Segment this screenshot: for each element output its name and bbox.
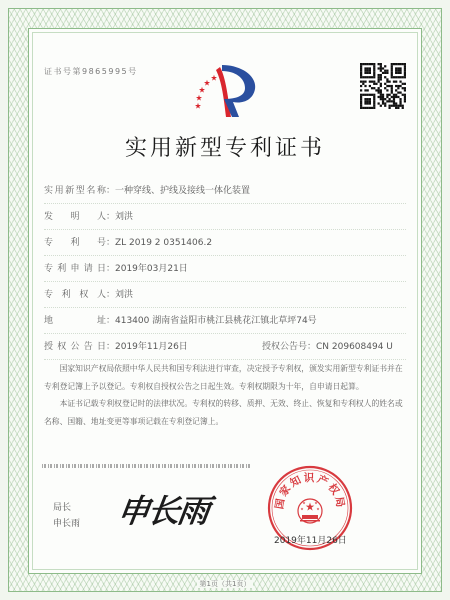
announcement-number-pair: [262, 334, 393, 360]
qr-module: [384, 98, 386, 100]
certificate-fields: [44, 178, 406, 360]
qr-module: [378, 96, 380, 98]
qr-module: [397, 85, 399, 87]
qr-module: [364, 107, 366, 109]
qr-module: [360, 63, 362, 65]
qr-module: [391, 85, 393, 87]
qr-module: [388, 100, 390, 102]
qr-module: [373, 87, 375, 89]
qr-module: [369, 100, 371, 102]
field-row-inventor: [44, 204, 406, 230]
qr-module: [393, 100, 395, 102]
qr-module: [395, 72, 397, 74]
qr-module: [367, 70, 369, 72]
qr-module: [393, 63, 395, 65]
field-separator: ：: [106, 186, 116, 196]
qr-module: [404, 65, 406, 67]
logo-star: [204, 80, 210, 86]
qr-module: [378, 87, 380, 89]
qr-module: [404, 63, 406, 65]
qr-module: [362, 63, 364, 65]
qr-module: [391, 100, 393, 102]
qr-module: [378, 89, 380, 91]
seal-date: 2019年11月26日: [274, 536, 347, 546]
qr-module: [386, 70, 388, 72]
field-label: 发明人: [44, 212, 106, 222]
qr-module: [367, 98, 369, 100]
qr-module: [364, 63, 366, 65]
qr-module: [382, 94, 384, 96]
qr-module: [388, 105, 390, 107]
qr-module: [373, 81, 375, 83]
field-row-application-date: [44, 256, 406, 282]
qr-module: [369, 72, 371, 74]
qr-module: [360, 107, 362, 109]
qr-module: [380, 85, 382, 87]
qr-module: [369, 63, 371, 65]
qr-module: [399, 81, 401, 83]
qr-module: [404, 74, 406, 76]
signatory-title: 局长: [53, 503, 72, 513]
qr-module: [404, 98, 406, 100]
qr-module: [371, 63, 373, 65]
qr-module: [373, 83, 375, 85]
certificate-number: 证书号第9865995号: [44, 67, 138, 76]
field-value: 413400 湖南省益阳市桃江县桃花江镇北草坪74号: [115, 316, 317, 326]
qr-module: [402, 94, 404, 96]
qr-module: [371, 107, 373, 109]
qr-module: [380, 65, 382, 67]
qr-module: [384, 65, 386, 67]
qr-module: [397, 67, 399, 69]
qr-module: [399, 98, 401, 100]
seal-small-star: [301, 508, 304, 511]
qr-module: [395, 76, 397, 78]
qr-module: [378, 102, 380, 104]
qr-module: [399, 105, 401, 107]
qr-module: [399, 91, 401, 93]
qr-module: [399, 72, 401, 74]
qr-module: [375, 89, 377, 91]
qr-module: [371, 94, 373, 96]
field-row-address: [44, 308, 406, 334]
qr-module: [367, 107, 369, 109]
qr-module: [397, 76, 399, 78]
qr-module: [404, 67, 406, 69]
qr-module: [386, 100, 388, 102]
qr-module: [364, 81, 366, 83]
qr-module: [395, 85, 397, 87]
qr-module: [402, 107, 404, 109]
qr-module: [360, 89, 362, 91]
qr-module: [373, 102, 375, 104]
qr-module: [367, 89, 369, 91]
field-row-utility-model-name: [44, 178, 406, 204]
qr-module: [397, 105, 399, 107]
qr-module: [391, 74, 393, 76]
qr-module: [369, 85, 371, 87]
qr-module: [382, 102, 384, 104]
field-row-patent-number: [44, 230, 406, 256]
qr-module: [395, 96, 397, 98]
field-label: 授权公告日: [44, 342, 106, 352]
field-label: 专利申请日: [44, 264, 106, 274]
seal-emblem: [300, 502, 320, 522]
field-value: ZL 2019 2 0351406.2: [115, 238, 213, 248]
qr-module: [364, 100, 366, 102]
qr-module: [367, 94, 369, 96]
qr-module: [391, 105, 393, 107]
qr-module: [404, 83, 406, 85]
qr-module: [360, 76, 362, 78]
qr-module: [375, 83, 377, 85]
qr-module: [393, 81, 395, 83]
qr-module: [391, 63, 393, 65]
qr-module: [402, 105, 404, 107]
qr-module: [380, 67, 382, 69]
qr-module: [378, 74, 380, 76]
qr-module: [360, 98, 362, 100]
qr-module: [364, 98, 366, 100]
qr-module: [404, 70, 406, 72]
qr-module: [373, 98, 375, 100]
field-value: 2019年11月26日: [115, 342, 188, 352]
qr-module: [399, 102, 401, 104]
qr-module: [399, 76, 401, 78]
qr-module: [378, 81, 380, 83]
qr-module: [367, 102, 369, 104]
field-separator: ：: [106, 316, 116, 326]
qr-module: [367, 72, 369, 74]
qr-module: [369, 67, 371, 69]
qr-module: [384, 70, 386, 72]
qr-module: [364, 89, 366, 91]
qr-module: [395, 89, 397, 91]
qr-module: [391, 89, 393, 91]
qr-module: [382, 98, 384, 100]
qr-module: [395, 63, 397, 65]
qr-module: [402, 87, 404, 89]
qr-module: [391, 91, 393, 93]
qr-module: [373, 94, 375, 96]
qr-module: [386, 94, 388, 96]
qr-module: [397, 63, 399, 65]
qr-module: [380, 70, 382, 72]
qr-module: [362, 107, 364, 109]
qr-module: [364, 67, 366, 69]
qr-module: [386, 89, 388, 91]
qr-module: [397, 91, 399, 93]
qr-module: [382, 67, 384, 69]
qr-module: [373, 67, 375, 69]
seal-small-star: [317, 508, 320, 511]
qr-module: [395, 105, 397, 107]
qr-module: [386, 81, 388, 83]
qr-module: [388, 94, 390, 96]
qr-module: [360, 81, 362, 83]
field-separator: ：: [106, 212, 116, 222]
qr-module: [382, 72, 384, 74]
certificate-title: 实用新型专利证书: [124, 136, 325, 161]
qr-module: [380, 63, 382, 65]
field-separator: ：: [106, 342, 116, 352]
field-value: 一种穿线、护线及接线一体化装置: [115, 186, 251, 196]
qr-module: [373, 72, 375, 74]
qr-module: [402, 63, 404, 65]
field-separator: ：: [106, 264, 116, 274]
qr-module: [404, 94, 406, 96]
qr-module: [384, 76, 386, 78]
qr-module: [395, 107, 397, 109]
qr-module: [364, 72, 366, 74]
qr-module: [395, 67, 397, 69]
qr-module: [393, 98, 395, 100]
seal-organization-text: 国家知识产权局: [273, 472, 347, 511]
qr-module: [378, 67, 380, 69]
qr-module: [369, 102, 371, 104]
qr-module: [373, 70, 375, 72]
qr-module: [384, 102, 386, 104]
page-footer: [0, 579, 450, 589]
qr-module: [373, 63, 375, 65]
field-label: 地址: [44, 316, 106, 326]
qr-module: [373, 100, 375, 102]
qr-module: [399, 100, 401, 102]
qr-module: [397, 70, 399, 72]
qr-module: [395, 81, 397, 83]
qr-module: [373, 96, 375, 98]
qr-module: [388, 98, 390, 100]
certificate-statement: [44, 360, 406, 430]
qr-module: [369, 107, 371, 109]
qr-code-icon: [360, 63, 406, 109]
qr-module: [384, 72, 386, 74]
qr-module: [391, 70, 393, 72]
qr-module: [367, 63, 369, 65]
logo-star: [196, 95, 202, 101]
qr-module: [360, 85, 362, 87]
field-label: 专利号: [44, 238, 106, 248]
qr-module: [397, 87, 399, 89]
qr-module: [364, 102, 366, 104]
qr-module: [380, 98, 382, 100]
qr-module: [404, 100, 406, 102]
qr-module: [360, 72, 362, 74]
qr-module: [360, 100, 362, 102]
qr-module: [393, 94, 395, 96]
qr-module: [386, 96, 388, 98]
field-value: 刘洪: [115, 212, 134, 222]
qr-module: [373, 65, 375, 67]
qr-module: [380, 105, 382, 107]
qr-module: [397, 107, 399, 109]
qr-module: [380, 96, 382, 98]
seal-emblem-base: [300, 520, 320, 522]
qr-module: [399, 63, 401, 65]
qr-module: [369, 70, 371, 72]
qr-module: [380, 83, 382, 85]
cnipa-logo-icon: [186, 58, 266, 118]
qr-module: [388, 81, 390, 83]
qr-module: [371, 76, 373, 78]
field-value: 2019年03月21日: [115, 264, 188, 274]
qr-module: [364, 70, 366, 72]
handwritten-signature: 申长雨: [115, 492, 211, 530]
qr-module: [391, 76, 393, 78]
qr-module: [380, 76, 382, 78]
qr-module: [393, 102, 395, 104]
qr-module: [380, 94, 382, 96]
qr-module: [382, 100, 384, 102]
logo-star: [199, 87, 205, 93]
qr-module: [380, 89, 382, 91]
qr-module: [373, 76, 375, 78]
qr-module: [393, 76, 395, 78]
qr-module: [388, 85, 390, 87]
qr-module: [360, 105, 362, 107]
qr-module: [373, 107, 375, 109]
qr-module: [373, 74, 375, 76]
statement-paragraph: 本证书记载专利权登记时的法律状况。专利权的转移、质押、无效、终止、恢复和专利权人的姓名或名称、国籍、地址变更等事项记载在专利登记簿上。: [44, 399, 403, 426]
qr-module: [378, 63, 380, 65]
qr-module: [404, 72, 406, 74]
qr-module: [386, 85, 388, 87]
qr-module: [395, 102, 397, 104]
qr-module: [393, 96, 395, 98]
seal-big-star: [306, 503, 315, 511]
qr-module: [380, 91, 382, 93]
qr-module: [378, 78, 380, 80]
qr-module: [404, 89, 406, 91]
field-label: 专利权人: [44, 290, 106, 300]
qr-module: [393, 105, 395, 107]
field-separator: ：: [106, 290, 116, 300]
qr-module: [360, 102, 362, 104]
field-separator: ：: [307, 342, 317, 352]
logo-star: [195, 103, 201, 109]
qr-module: [391, 65, 393, 67]
qr-module: [402, 83, 404, 85]
qr-module: [399, 85, 401, 87]
signatory-name: 申长雨: [53, 519, 81, 529]
qr-module: [384, 105, 386, 107]
qr-module: [362, 76, 364, 78]
qr-module: [371, 87, 373, 89]
qr-module: [391, 96, 393, 98]
qr-module: [373, 105, 375, 107]
qr-module: [386, 78, 388, 80]
qr-module: [364, 85, 366, 87]
qr-module: [391, 72, 393, 74]
seal-emblem-gate: [302, 515, 318, 519]
field-value: CN 209608494 U: [316, 342, 393, 352]
qr-module: [364, 76, 366, 78]
field-separator: ：: [106, 238, 116, 248]
field-label: 实用新型名称: [44, 186, 106, 196]
microtext-strip: [42, 464, 250, 468]
qr-module: [399, 70, 401, 72]
qr-module: [364, 94, 366, 96]
qr-module: [360, 96, 362, 98]
qr-module: [388, 107, 390, 109]
qr-module: [382, 96, 384, 98]
statement-paragraph: 国家知识产权局依照中华人民共和国专利法进行审查，决定授予专利权，颁发实用新型专利证书并在专利登记簿上予以登记。专利权自授权公告之日起生效。专利权期限为十年，自申请日起算。: [44, 364, 403, 391]
qr-module: [362, 81, 364, 83]
qr-module: [369, 94, 371, 96]
qr-module: [367, 76, 369, 78]
qr-module: [380, 78, 382, 80]
qr-module: [367, 100, 369, 102]
qr-module: [360, 65, 362, 67]
qr-module: [360, 74, 362, 76]
qr-module: [384, 87, 386, 89]
field-label: 授权公告号: [262, 342, 308, 352]
qr-module: [369, 76, 371, 78]
qr-module: [360, 67, 362, 69]
field-row-patentee: [44, 282, 406, 308]
qr-module: [399, 67, 401, 69]
qr-module: [360, 94, 362, 96]
qr-module: [362, 94, 364, 96]
qr-module: [384, 83, 386, 85]
qr-module: [402, 76, 404, 78]
field-value: 刘洪: [115, 290, 134, 300]
qr-module: [378, 76, 380, 78]
qr-module: [395, 70, 397, 72]
qr-module: [404, 87, 406, 89]
qr-module: [360, 70, 362, 72]
qr-module: [371, 81, 373, 83]
qr-module: [362, 83, 364, 85]
logo-star: [211, 75, 217, 81]
qr-module: [391, 87, 393, 89]
qr-module: [397, 96, 399, 98]
field-row-grant-announcement: [44, 334, 406, 360]
qr-module: [404, 96, 406, 98]
page-footer-text: 第1页（共1页）: [197, 580, 254, 588]
qr-module: [378, 91, 380, 93]
logo-stars: [195, 75, 217, 109]
qr-module: [369, 98, 371, 100]
qr-module: [404, 76, 406, 78]
qr-module: [369, 81, 371, 83]
qr-module: [367, 67, 369, 69]
qr-module: [397, 72, 399, 74]
qr-module: [386, 72, 388, 74]
qr-module: [380, 74, 382, 76]
qr-module: [395, 94, 397, 96]
qr-module: [391, 67, 393, 69]
